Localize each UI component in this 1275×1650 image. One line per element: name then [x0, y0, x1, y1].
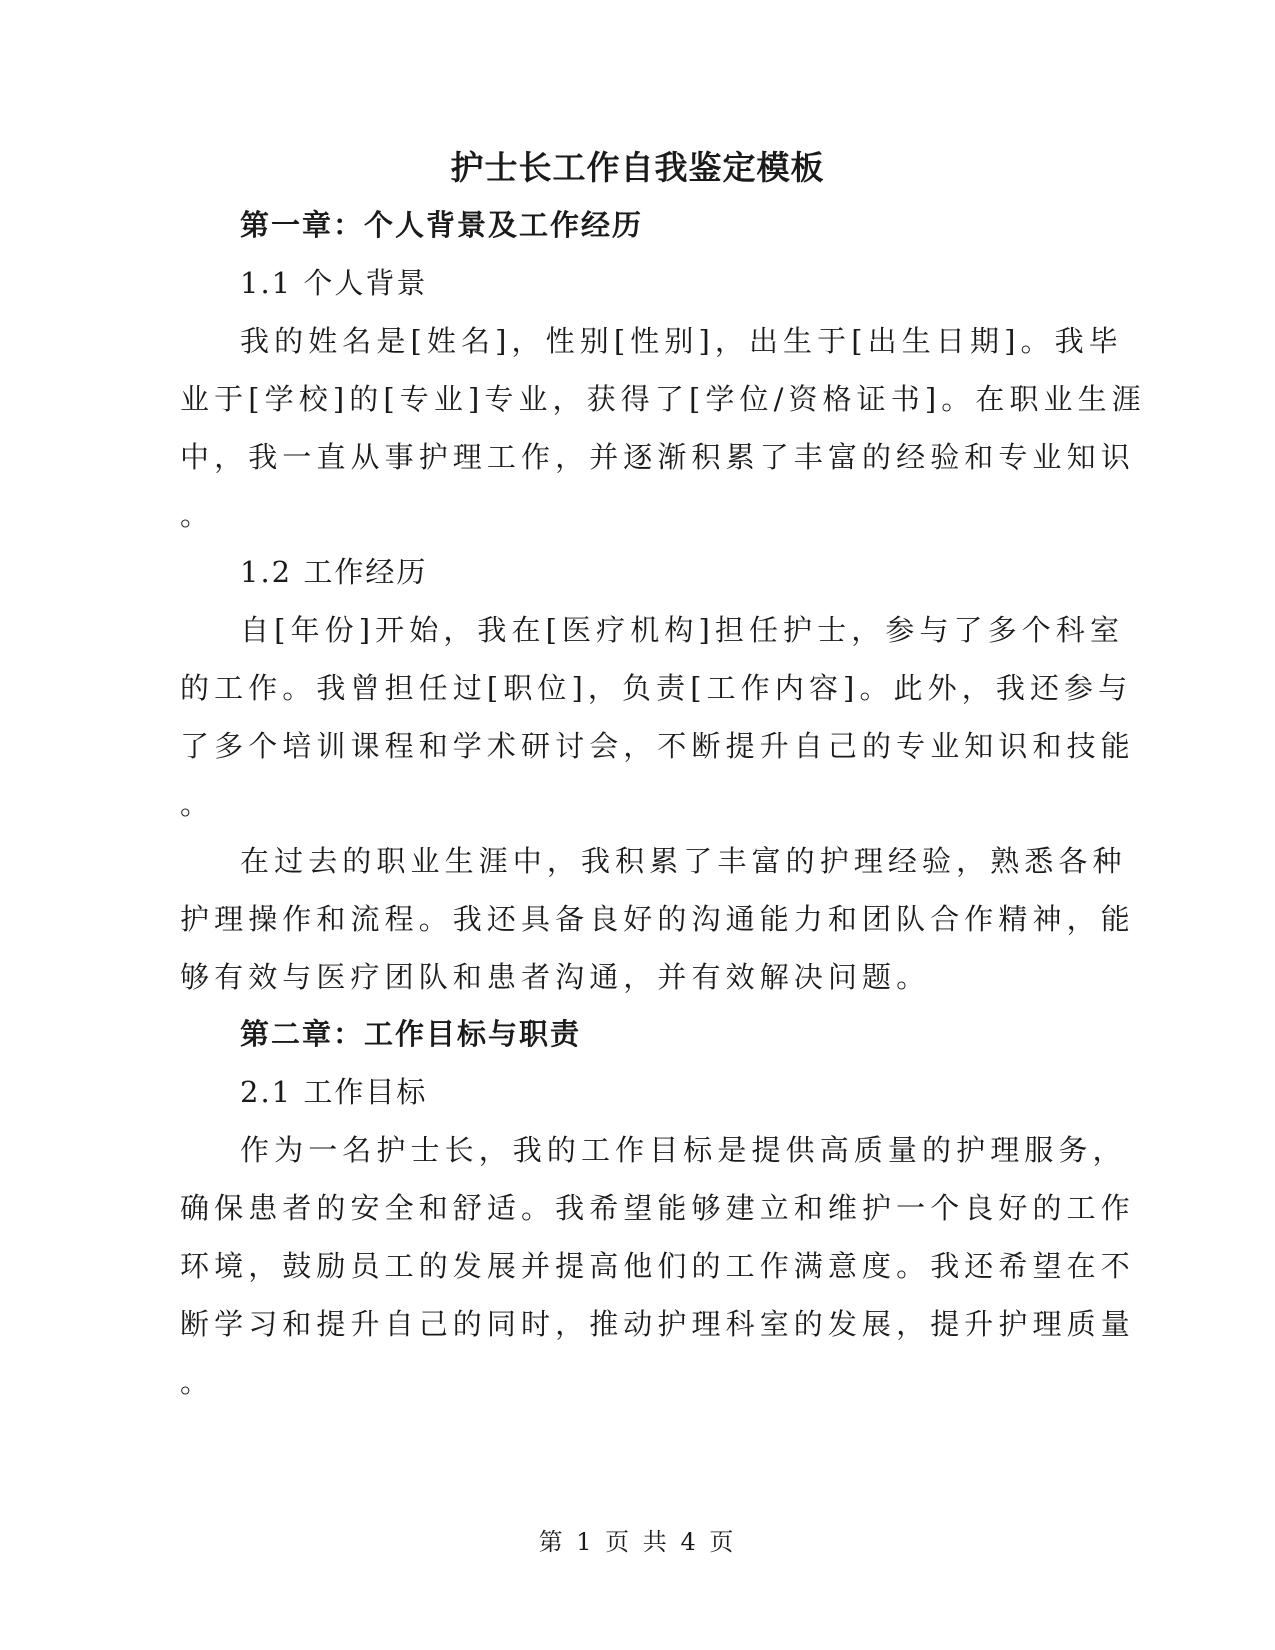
paragraph-line: 业于[学校]的[专业]专业，获得了[学位/资格证书]。在职业生涯	[180, 382, 1146, 416]
paragraph-line: 确保患者的安全和舒适。我希望能够建立和维护一个良好的工作	[180, 1191, 1135, 1225]
paragraph-line: 护理操作和流程。我还具备良好的沟通能力和团队合作精神，能	[180, 902, 1135, 936]
paragraph-line: 。	[180, 1365, 215, 1399]
paragraph-line: 的工作。我曾担任过[职位]，负责[工作内容]。此外，我还参与	[180, 671, 1133, 705]
paragraph-line: 断学习和提升自己的同时，推动护理科室的发展，提升护理质量	[180, 1307, 1135, 1341]
paragraph-line: 。	[180, 498, 215, 532]
document-title: 护士长工作自我鉴定模板	[450, 148, 825, 187]
paragraph-line: 作为一名护士长，我的工作目标是提供高质量的护理服务，	[240, 1133, 1127, 1167]
chapter-2-heading: 第二章：工作目标与职责	[240, 1017, 582, 1051]
paragraph-line: 自[年份]开始，我在[医疗机构]担任护士，参与了多个科室	[240, 613, 1125, 647]
paragraph-line: 够有效与医疗团队和患者沟通，并有效解决问题。	[180, 960, 931, 994]
section-2-1-heading: 2.1 工作目标	[240, 1075, 428, 1109]
paragraph-line: 中，我一直从事护理工作，并逐渐积累了丰富的经验和专业知识	[180, 440, 1135, 474]
section-1-2-heading: 1.2 工作经历	[240, 555, 428, 589]
chapter-1-heading: 第一章：个人背景及工作经历	[240, 208, 644, 242]
paragraph-line: 了多个培训课程和学术研讨会，不断提升自己的专业知识和技能	[180, 729, 1135, 763]
paragraph-line: 环境，鼓励员工的发展并提高他们的工作满意度。我还希望在不	[180, 1249, 1135, 1283]
paragraph-line: 。	[180, 787, 215, 821]
page-footer: 第 1 页 共 4 页	[538, 1528, 737, 1556]
paragraph-line: 我的姓名是[姓名]，性别[性别]，出生于[出生日期]。我毕	[240, 324, 1123, 358]
section-1-1-heading: 1.1 个人背景	[240, 266, 428, 300]
paragraph-line: 在过去的职业生涯中，我积累了丰富的护理经验，熟悉各种	[240, 844, 1127, 878]
